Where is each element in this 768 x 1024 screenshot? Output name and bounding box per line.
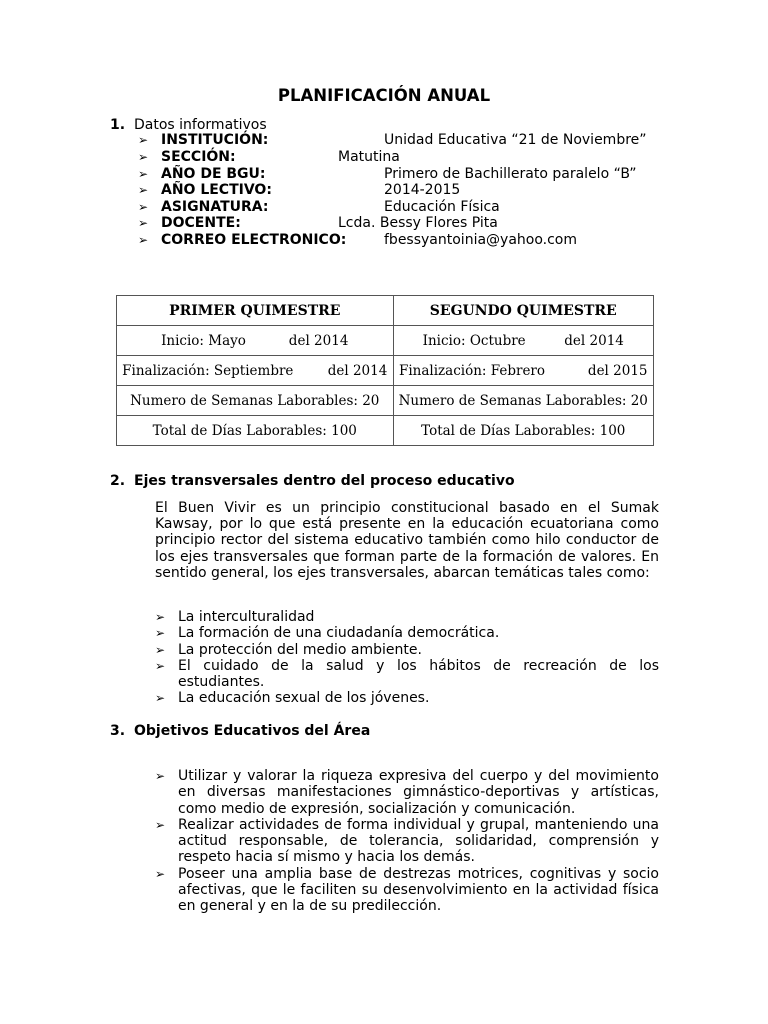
bold-arrow-bullet-icon: ➢ [138, 216, 149, 230]
section-3-heading [110, 723, 370, 739]
section-number: 1. [110, 117, 126, 133]
info-row-correo [138, 232, 738, 249]
info-value: Primero de Bachillerato paralelo “B” [384, 166, 637, 182]
table-cell: Finalización: Septiembre del 2014 [117, 356, 394, 386]
section-title: Datos informativos [134, 117, 267, 133]
table-header-segundo: SEGUNDO QUIMESTRE [393, 296, 654, 326]
table-cell: Total de Días Laborables: 100 [117, 416, 394, 446]
list-item: ➢ Utilizar y valorar la riqueza expresiva del cuerpo y del movimiento en diversas manifestaciones gimnástico-deportivas y artísticas, como medio de expresión, socialización y comunicación. [155, 768, 659, 817]
section-2-paragraph: El Buen Vivir es un principio constitucional basado en el Sumak Kawsay, por lo que está presente en la educación ecuatoriana como principio rector del sistema educativo también como hilo conductor de los ejes transversales que forman parte de la formación de valores. En sentido general, los ejes transversales, abarcan temáticas tales como: [155, 500, 659, 581]
info-label: INSTITUCIÓN: [161, 132, 269, 148]
info-label: DOCENTE: [161, 215, 241, 231]
info-label: SECCIÓN: [161, 149, 236, 165]
info-value: Lcda. Bessy Flores Pita [338, 215, 498, 231]
table-row [117, 356, 654, 386]
table-cell: Numero de Semanas Laborables: 20 [117, 386, 394, 416]
arrow-bullet-icon: ➢ [155, 642, 166, 657]
info-row-asignatura [138, 199, 738, 216]
page-title: PLANIFICACIÓN ANUAL [277, 86, 491, 105]
info-row-ano-lectivo [138, 182, 738, 199]
list-item: ➢ La interculturalidad [155, 609, 315, 625]
info-row-institucion [138, 132, 738, 149]
ejes-list [155, 609, 659, 707]
table-cell: Numero de Semanas Laborables: 20 [393, 386, 654, 416]
table-cell: Finalización: Febrero del 2015 [393, 356, 654, 386]
table-row [117, 296, 654, 326]
arrow-bullet-icon: ➢ [155, 691, 166, 706]
section-number: 2. [110, 473, 126, 489]
table-row [117, 416, 654, 446]
arrow-bullet-icon: ➢ [155, 866, 166, 881]
arrow-bullet-icon: ➢ [155, 769, 166, 783]
info-label: ASIGNATURA: [161, 199, 269, 215]
quimestre-table [116, 295, 654, 446]
list-item: ➢ La educación sexual de los jóvenes. [155, 690, 430, 707]
section-title: Ejes transversales dentro del proceso educativo [134, 473, 515, 489]
table-header-primer: PRIMER QUIMESTRE [117, 296, 394, 326]
table-row [117, 386, 654, 416]
info-value: Unidad Educativa “21 de Noviembre” [384, 132, 647, 148]
bold-arrow-bullet-icon: ➢ [138, 167, 149, 181]
info-row-docente [138, 215, 738, 232]
list-item: ➢ Poseer una amplia base de destrezas motrices, cognitivas y socio afectivas, que le faciliten su desenvolvimiento en la actividad física en general y en la de su predilección. [155, 865, 659, 915]
bold-arrow-bullet-icon: ➢ [138, 200, 149, 214]
info-value: Matutina [338, 149, 400, 165]
arrow-bullet-icon: ➢ [155, 658, 166, 673]
info-label: AÑO DE BGU: [161, 166, 266, 182]
bold-arrow-bullet-icon: ➢ [138, 133, 149, 147]
list-item: ➢ La formación de una ciudadanía democrática. [155, 625, 500, 642]
info-row-ano-bgu [138, 166, 738, 183]
section-title: Objetivos Educativos del Área [134, 723, 371, 739]
list-item: ➢ Realizar actividades de forma individual y grupal, manteniendo una actitud responsable, de tolerancia, solidaridad, comprensión y respeto hacia sí mismo y hacia los demás. [155, 816, 659, 866]
table-cell: Inicio: Mayo del 2014 [117, 326, 394, 356]
table-row [117, 326, 654, 356]
info-label: CORREO ELECTRONICO: [161, 232, 347, 248]
info-value: 2014-2015 [384, 182, 461, 198]
objetivos-list [155, 768, 659, 915]
arrow-bullet-icon: ➢ [155, 817, 166, 832]
info-value: fbessyantoinia@yahoo.com [384, 232, 578, 248]
table-cell: Total de Días Laborables: 100 [393, 416, 654, 446]
bold-arrow-bullet-icon: ➢ [138, 233, 149, 247]
list-item: ➢ El cuidado de la salud y los hábitos de recreación de los estudiantes. [155, 657, 659, 691]
info-value: Educación Física [384, 199, 500, 215]
section-1-heading [110, 117, 267, 133]
table-cell: Inicio: Octubre del 2014 [393, 326, 654, 356]
info-label: AÑO LECTIVO: [161, 182, 272, 198]
info-row-seccion [138, 149, 738, 166]
section-2-heading [110, 473, 515, 489]
bold-arrow-bullet-icon: ➢ [138, 183, 149, 197]
section-number: 3. [110, 723, 126, 739]
arrow-bullet-icon: ➢ [155, 610, 166, 624]
bold-arrow-bullet-icon: ➢ [138, 150, 149, 164]
arrow-bullet-icon: ➢ [155, 626, 166, 641]
list-item: ➢ La protección del medio ambiente. [155, 641, 422, 658]
